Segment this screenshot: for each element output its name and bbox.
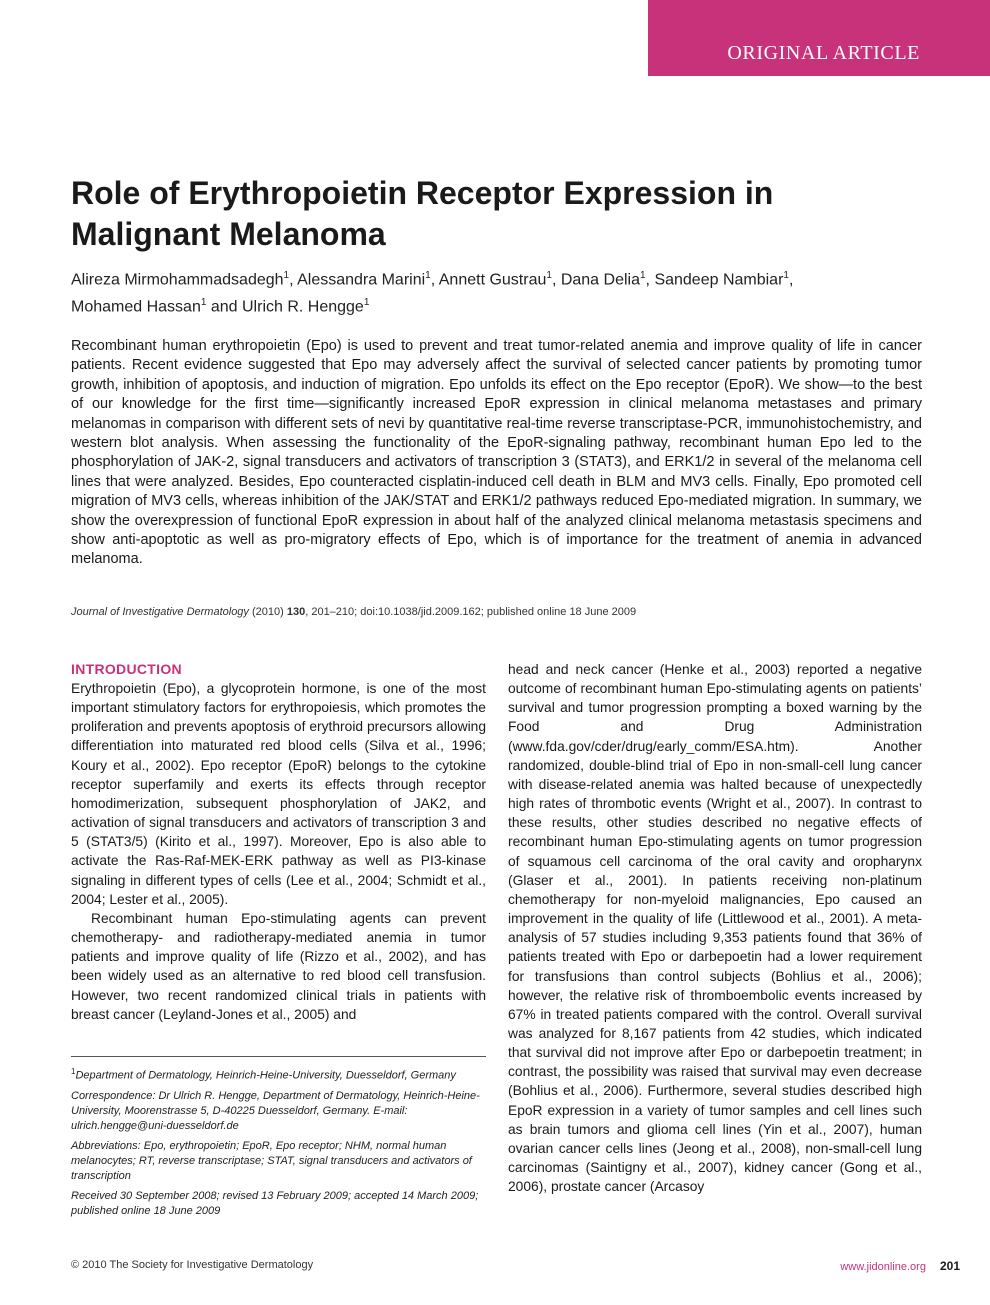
page-number: 201	[939, 1259, 960, 1273]
footnote-dates: Received 30 September 2008; revised 13 February 2009; accepted 14 March 2009; published online 18 June 2009	[71, 1189, 479, 1217]
author-affiliation-mark: 1	[425, 270, 431, 281]
section-heading-introduction: INTRODUCTION	[71, 661, 182, 677]
right-column	[508, 660, 922, 1196]
citation-line	[71, 606, 922, 618]
author-separator: ,	[788, 271, 794, 289]
citation-rest: , 201–210; doi:10.1038/jid.2009.162; published online 18 June 2009	[305, 606, 637, 618]
author-name: Alireza Mirmohammadsadegh	[71, 271, 284, 289]
author-list	[71, 264, 931, 319]
citation-year: (2010)	[248, 606, 287, 618]
article-type-label: ORIGINAL ARTICLE	[727, 42, 920, 64]
body-paragraph: Recombinant human Epo-stimulating agents can prevent chemotherapy- and radiotherapy-mediated anemia in tumor patients and improve quality of life (Rizzo et al., 2002), and has been widely used as an alternative to red blood cell transfusion. However, two recent randomized clinical trials in patients with breast cancer (Leyland-Jones et al., 2005) and	[71, 910, 486, 1022]
left-column	[71, 660, 486, 1024]
footnote-divider	[71, 1056, 486, 1057]
author-name: Dana Delia	[560, 271, 640, 289]
copyright: © 2010 The Society for Investigative Dermatology	[71, 1259, 314, 1271]
citation-volume: 130	[286, 606, 306, 618]
author-affiliation-mark: 1	[783, 270, 789, 281]
author-name: Annett Gustrau	[438, 271, 547, 289]
author-name: Alessandra Marini	[297, 271, 426, 289]
article-type-banner	[648, 0, 990, 76]
journal-name: Journal of Investigative Dermatology	[71, 606, 249, 618]
author-separator: ,	[289, 271, 298, 289]
author-affiliation-mark: 1	[283, 270, 290, 281]
footnote-correspondence: Correspondence: Dr Ulrich R. Hengge, Department of Dermatology, Heinrich-Heine-University, Moorenstrasse 5, D-40225 Duesseldorf, Germany. E-mail: ulrich.hengge@uni-duesseldorf.de	[71, 1089, 480, 1132]
footnote-abbreviations: Abbreviations: Epo, erythropoietin; EpoR, Epo receptor; NHM, normal human melanocytes; RT, reverse transcriptase; STAT, signal transducers and activators of transcription	[71, 1139, 472, 1182]
journal-url-link[interactable]: www.jidonline.org	[840, 1261, 926, 1273]
footnotes	[71, 1064, 486, 1224]
abstract: Recombinant human erythropoietin (Epo) is used to prevent and treat tumor-related anemia and improve quality of life in cancer patients. Recent evidence suggested that Epo may adversely affect the survival of selected cancer patients by promoting tumor growth, inhibition of apoptosis, and induction of migration. Epo unfolds its effect on the Epo receptor (EpoR). We show—to the best of our knowledge for the first time—significantly increased EpoR expression in clinical melanoma metastases and primary melanomas in comparison with different sets of nevi by quantitative real-time reverse transcriptase-PCR, immunohistochemistry, and western blot analysis. When assessing the functionality of the EpoR-signaling pathway, recombinant human Epo led to the phosphorylation of JAK-2, signal transducers and activators of transcription 3 (STAT3), and ERK1/2 in several of the melanoma cell lines that were analyzed. Besides, Epo counteracted cisplatin-induced cell death in BLM and MV3 cells. Finally, Epo promoted cell migration of MV3 cells, whereas inhibition of the JAK/STAT and ERK1/2 pathways reduced Epo-mediated migration. In summary, we show the overexpression of functional EpoR expression in about half of the analyzed clinical melanoma metastasis specimens and show anti-apoptotic as well as pro-migratory effects of Epo, which is of importance for the treatment of anemia in advanced melanoma.	[71, 338, 922, 568]
author-separator: and	[206, 298, 242, 316]
footer-right	[840, 1259, 960, 1273]
author-affiliation-mark: 1	[639, 270, 646, 281]
author-affiliation-mark: 1	[546, 270, 552, 281]
author-separator: ,	[645, 271, 655, 289]
author-affiliation-mark: 1	[200, 297, 207, 309]
footnote-affiliation: $^1$Department of Dermatology, Heinrich-Heine-University, Duesseldorf, Germany	[71, 1067, 456, 1082]
article-title: Role of Erythropoietin Receptor Expression in Malignant Melanoma	[71, 175, 774, 252]
body-paragraph: head and neck cancer (Henke et al., 2003) reported a negative outcome of recombinant human Epo-stimulating agents on patients’ survival and tumor progression prompting a boxed warning by the Food and Drug Administration (www.fda.gov/cder/drug/early_comm/ESA.htm). Another randomized, double-blind trial of Epo in non-small-cell lung cancer with disease-related anemia was halted because of unexpectedly high rates of thrombotic events (Wright et al., 2007). In contrast to these results, other studies described no negative effects of recombinant human Epo-stimulating agents on tumor progression of squamous cell carcinoma of the oral cavity and oropharynx (Glaser et al., 2001). In patients receiving non-platinum chemotherapy for non-myeloid malignancies, Epo caused an improvement in the quality of life (Littlewood et al., 2001). A meta-analysis of 57 studies including 9,353 patients found that 36% of patients treated with Epo or darbepoetin had a lower requirement for transfusions than control subjects (Bohlius et al., 2006); however, the relative risk of thromboembolic events increased by 67% in treated patients compared with the control. Overall survival was analyzed for 8,167 patients from 42 studies, which indicated that survival did not improve after Epo or darbepoetin treatment; in contrast, the possibility was raised that survival may even decrease (Bohlius et al., 2006). Furthermore, several studies described high EpoR expression in a variety of tumor samples and cell lines such as brain tumors and glioma cell lines (Yin et al., 2007), human ovarian cancer cells lines (Jeong et al., 2008), non-small-cell lung carcinomas (Saintigny et al., 2007), kidney cancer (Gong et al., 2006), prostate cancer (Arcasoy	[508, 662, 922, 1195]
author-affiliation-mark: 1	[363, 297, 370, 309]
author-separator: ,	[551, 271, 561, 289]
author-name: Mohamed Hassan	[71, 298, 201, 316]
page-footer	[71, 1259, 960, 1271]
author-name: Sandeep Nambiar	[654, 271, 784, 289]
author-separator: ,	[430, 271, 439, 289]
body-paragraph: Erythropoietin (Epo), a glycoprotein hormone, is one of the most important stimulatory factors for erythropoiesis, which promotes the proliferation and prevents apoptosis of erythroid precursors allowing differentiation into maturated red blood cells (Silva et al., 1996; Koury et al., 2002). Epo receptor (EpoR) belongs to the cytokine receptor superfamily and exerts its effects through receptor homodimerization, subsequent phosphorylation of JAK2, and activation of signal transducers and activators of transcription 3 and 5 (STAT3/5) (Kirito et al., 1997). Moreover, Epo is also able to activate the Ras-Raf-MEK-ERK pathway as well as PI3-kinase signaling in different types of cells (Lee et al., 2004; Schmidt et al., 2004; Lester et al., 2005).	[71, 681, 486, 907]
author-name: Ulrich R. Hengge	[242, 298, 364, 316]
affiliation-mark: 1	[71, 1067, 76, 1076]
